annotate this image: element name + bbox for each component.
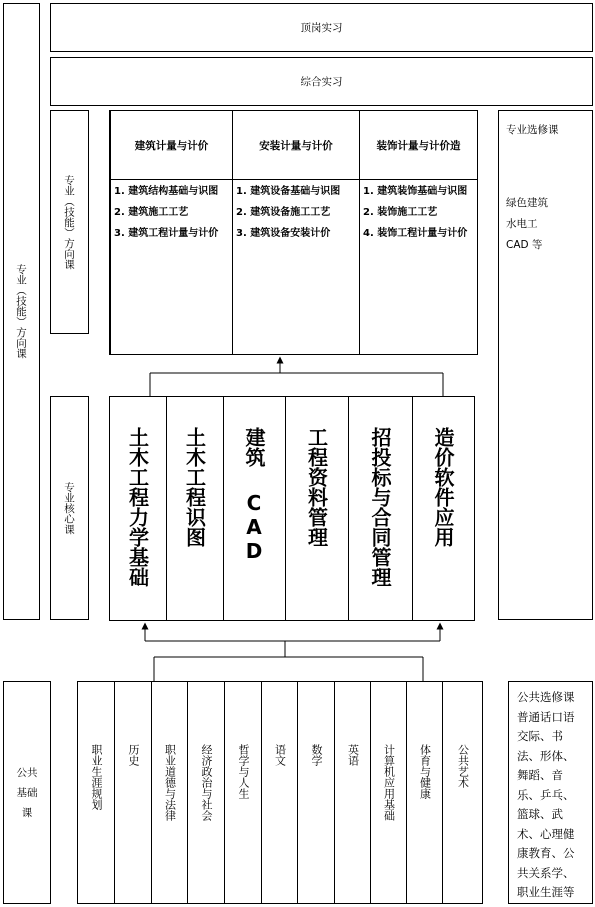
direction-item: 3. 建筑设备安装计价 (236, 228, 331, 239)
public-course-label: 数学 (310, 744, 323, 766)
core-label: 专业核心课 (63, 481, 75, 535)
left-label: 专业（技能）方向课 (15, 264, 27, 359)
direction-item: 4. 装饰工程计量与计价 (363, 228, 468, 239)
elective-item: 水电工 (506, 218, 538, 230)
public-course (78, 682, 114, 903)
core-course-label: 造价软件应用 (431, 427, 455, 547)
public-course (151, 682, 187, 903)
core-course-label: 建筑 CAD (242, 427, 266, 563)
elective-title: 专业选修课 (506, 124, 559, 136)
public-course-label: 公共艺术 (456, 744, 470, 788)
public-elective-box (508, 681, 593, 904)
public-course-label: 计算机应用基础 (382, 744, 396, 821)
elective-item: CAD 等 (506, 239, 543, 251)
direction-label: 专业（技能）方向课 (63, 174, 75, 270)
core-course-label: 土木工程识图 (182, 427, 207, 547)
direction-col-title: 建筑计量与计价 (134, 139, 209, 152)
public-label-box (3, 681, 51, 904)
direction-item: 3. 建筑工程计量与计价 (114, 228, 219, 239)
public-course-label: 职业生涯规划 (90, 744, 103, 810)
public-course-label: 职业道德与法律 (163, 744, 177, 821)
public-course-label: 经济政治与社会 (200, 744, 213, 821)
top-box-dinggang-label: 顶岗实习 (300, 22, 343, 34)
public-course-label: 体育与健康 (418, 744, 432, 799)
public-label: 公共基础课 (16, 766, 38, 819)
top-box-zonghe-label: 综合实习 (300, 76, 343, 88)
direction-item: 2. 装饰施工工艺 (363, 207, 438, 218)
public-course-label: 历史 (127, 744, 140, 766)
direction-item: 1. 建筑装饰基础与识图 (363, 186, 468, 197)
public-course (297, 682, 334, 903)
core-course-label: 土木工程力学基础 (125, 427, 150, 587)
core-course-label: 工程资料管理 (304, 427, 329, 547)
public-course-label: 语文 (273, 744, 287, 766)
public-course (114, 682, 151, 903)
direction-item: 2. 建筑施工工艺 (114, 207, 189, 218)
public-course (261, 682, 297, 903)
direction-item: 2. 建筑设备施工工艺 (236, 207, 331, 218)
direction-col-title: 装饰计量与计价造 (376, 139, 461, 152)
public-course-label: 哲学与人生 (237, 744, 250, 799)
public-course (334, 682, 370, 903)
public-table (77, 681, 483, 904)
public-course-label: 英语 (346, 744, 360, 766)
direction-item: 1. 建筑设备基础与识图 (236, 186, 341, 197)
direction-item: 1. 建筑结构基础与识图 (114, 186, 219, 197)
elective-item: 绿色建筑 (506, 197, 548, 209)
public-course (406, 682, 442, 903)
public-elective-text: 公共选修课普通话口语交际、书法、形体、舞蹈、音乐、乒乓、篮球、武术、心理健康教育、公共关系学、职业生涯等 (517, 690, 575, 899)
core-course-label: 招投标与合同管理 (368, 427, 392, 587)
public-course (370, 682, 406, 903)
public-course (187, 682, 224, 903)
public-course (442, 682, 482, 903)
public-course (224, 682, 261, 903)
direction-col-title: 安装计量与计价 (259, 139, 333, 152)
